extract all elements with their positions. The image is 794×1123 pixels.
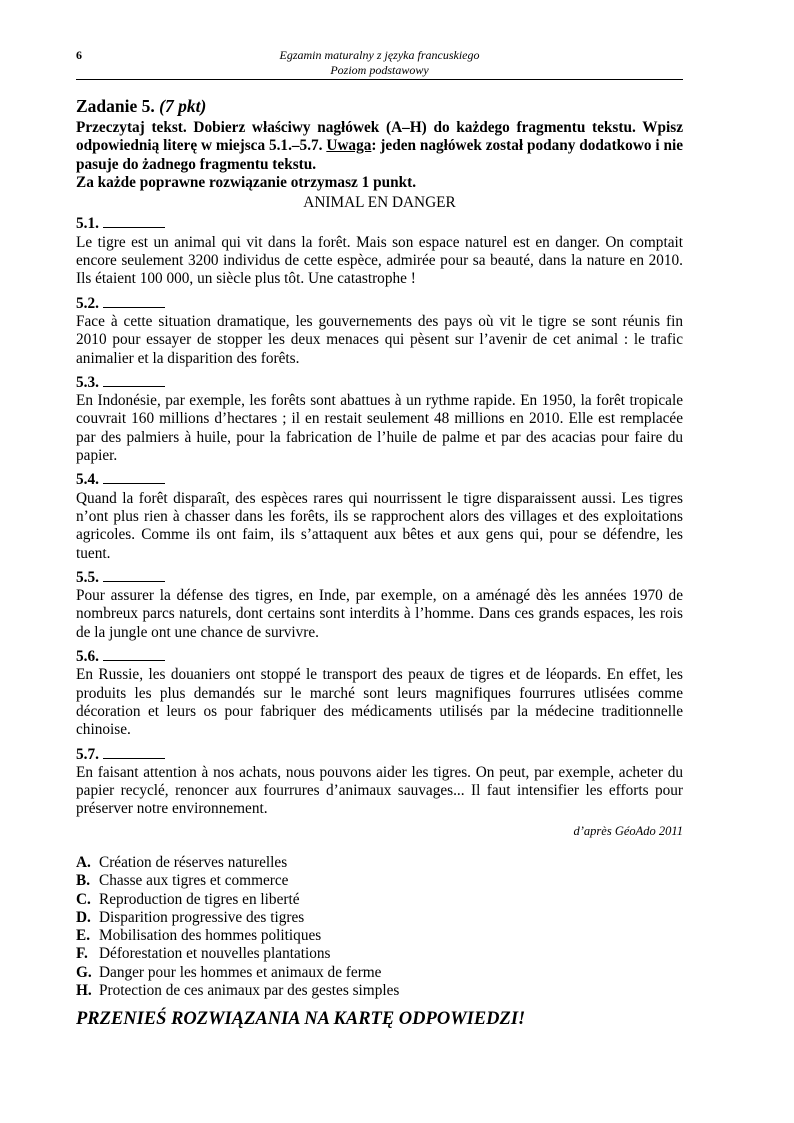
fragment-text: Le tigre est un animal qui vit dans la forêt. Mais son espace naturel est en danger. On comptait encore seulement 3200 individus de cette espèce, admirée pour sa beauté, dans la nature en 2010. Ils étaient 100 000, un siècle plus tôt. Une catastrophe ! [76, 233, 683, 288]
heading-text: Chasse aux tigres et commerce [99, 872, 289, 890]
task-title [76, 95, 683, 117]
fragment-label: 5.5. [76, 568, 99, 586]
scoring-info: Za każde poprawne rozwiązanie otrzymasz 1 punkt. [76, 173, 417, 191]
exam-title [76, 48, 683, 78]
heading-option-b [76, 872, 683, 890]
text-title: ANIMAL EN DANGER [303, 194, 456, 212]
heading-letter: F. [76, 945, 88, 963]
heading-text: Disparition progressive des tigres [99, 908, 305, 926]
task-points: (7 pkt) [159, 96, 207, 116]
heading-text: Reproduction de tigres en liberté [99, 890, 300, 908]
answer-blank[interactable] [103, 294, 165, 308]
heading-text: Mobilisation des hommes politiques [99, 927, 322, 945]
fragment-label: 5.7. [76, 745, 99, 763]
answer-blank[interactable] [103, 647, 165, 661]
fragment-label: 5.4. [76, 471, 99, 489]
heading-letter: E. [76, 927, 91, 945]
fragment-text: Quand la forêt disparaît, des espèces rares qui nourrissent le tigre disparaissent aussi. Les tigres n’ont plus rien à chasser dans les forêts, ils se rapprochent alors des villages et des exploitations agricoles. Comme ils ont faim, ils s’attaquent aux bêtes et aux gens qui, pour se défendre, les tuent. [76, 489, 683, 562]
task-number: Zadanie 5. [76, 96, 155, 116]
fragment-text: En Indonésie, par exemple, les forêts sont abattues à un rythme rapide. En 1950, la forêt tropicale couvrait 160 millions d’hectares ; il en restait seulement 48 millions en 2010. Elle est remplacée par des palmiers à huile, pour la fabrication de l’huile de palme et par des acacias pour faire du papier. [76, 392, 683, 465]
fragment-5-6 [76, 647, 683, 739]
fragment-text: Pour assurer la défense des tigres, en Inde, par exemple, on a aménagé dès les années 1970 de nombreux parcs naturels, dont certains sont interdits à l’homme. Dans ces grands espaces, les rois de la jungle ont une chance de survivre. [76, 587, 683, 641]
heading-letter: B. [76, 872, 91, 890]
fragment-5-4 [76, 470, 683, 562]
fragment-text: En faisant attention à nos achats, nous pouvons aider les tigres. On peut, par exemple, acheter du papier recyclé, renoncer aux fourrures d’animaux sauvages... Il faut intensifier les efforts pour préserver notre environnement. [76, 763, 683, 818]
answer-blank[interactable] [103, 214, 165, 228]
fragment-label: 5.6. [76, 648, 99, 666]
heading-letter: D. [76, 908, 91, 926]
instruction-part2: : jeden nagłówek został podany dodatkowo i nie pasuje do żadnego fragmentu tekstu. [76, 137, 683, 173]
heading-option-e [76, 927, 683, 945]
fragment-text: En Russie, les douaniers ont stoppé le transport des peaux de tigres et de léopards. En effet, les produits les plus demandés sur le marché sont leurs magnifiques fourrures utlisées comme décoration et leurs os pour fabriquer des médicaments utilisés par la médecine traditionnelle chinoise. [76, 666, 683, 739]
answer-blank[interactable] [103, 568, 165, 582]
heading-text: Protection de ces animaux par des gestes simples [99, 982, 400, 1000]
fragment-label: 5.3. [76, 373, 99, 391]
fragment-5-5 [76, 568, 683, 642]
heading-letter: G. [76, 963, 92, 981]
heading-text: Création de réserves naturelles [99, 853, 288, 871]
fragment-5-2 [76, 294, 683, 368]
heading-option-a [76, 854, 683, 872]
header-divider [76, 79, 683, 80]
heading-options [76, 854, 683, 1000]
heading-letter: C. [76, 890, 91, 908]
heading-letter: H. [76, 982, 92, 1000]
page-header [76, 46, 683, 82]
page-number: 6 [76, 48, 82, 62]
text-source: d’après GéoAdo 2011 [573, 823, 683, 838]
answer-blank[interactable] [103, 373, 165, 387]
fragment-label: 5.2. [76, 294, 99, 312]
instruction-note-label: Uwaga [326, 137, 372, 155]
heading-option-g [76, 964, 683, 982]
fragment-label: 5.1. [76, 215, 99, 233]
exam-title-line1: Egzamin maturalny z języka francuskiego [279, 48, 480, 62]
task-instructions [76, 119, 683, 174]
instruction-part1: Przeczytaj tekst. Dobierz właściwy nagłówek (A–H) do każdego fragmentu tekstu. Wpisz odpowiednią literę w miejsca 5.1.–5.7. [76, 119, 683, 155]
text-fragments [76, 214, 683, 818]
heading-option-c [76, 891, 683, 909]
answer-blank[interactable] [103, 470, 165, 484]
heading-letter: A. [76, 853, 91, 871]
task-content [76, 95, 683, 1029]
answer-blank[interactable] [103, 745, 165, 759]
fragment-5-3 [76, 373, 683, 465]
heading-text: Déforestation et nouvelles plantations [99, 945, 331, 963]
fragment-text: Face à cette situation dramatique, les gouvernements des pays où vit le tigre se sont réunis fin 2010 pour essayer de stopper les deux menaces qui pèsent sur l’avenir de cet animal : le trafic animalier et la disparition des forêts. [76, 312, 683, 367]
fragment-5-7 [76, 745, 683, 819]
heading-option-f [76, 945, 683, 963]
exam-title-line2: Poziom podstawowy [330, 63, 429, 77]
heading-option-h [76, 982, 683, 1000]
transfer-answers-note: PRZENIEŚ ROZWIĄZANIA NA KARTĘ ODPOWIEDZI! [76, 1009, 526, 1030]
heading-text: Danger pour les hommes et animaux de ferme [99, 963, 382, 981]
heading-option-d [76, 909, 683, 927]
fragment-5-1 [76, 214, 683, 288]
